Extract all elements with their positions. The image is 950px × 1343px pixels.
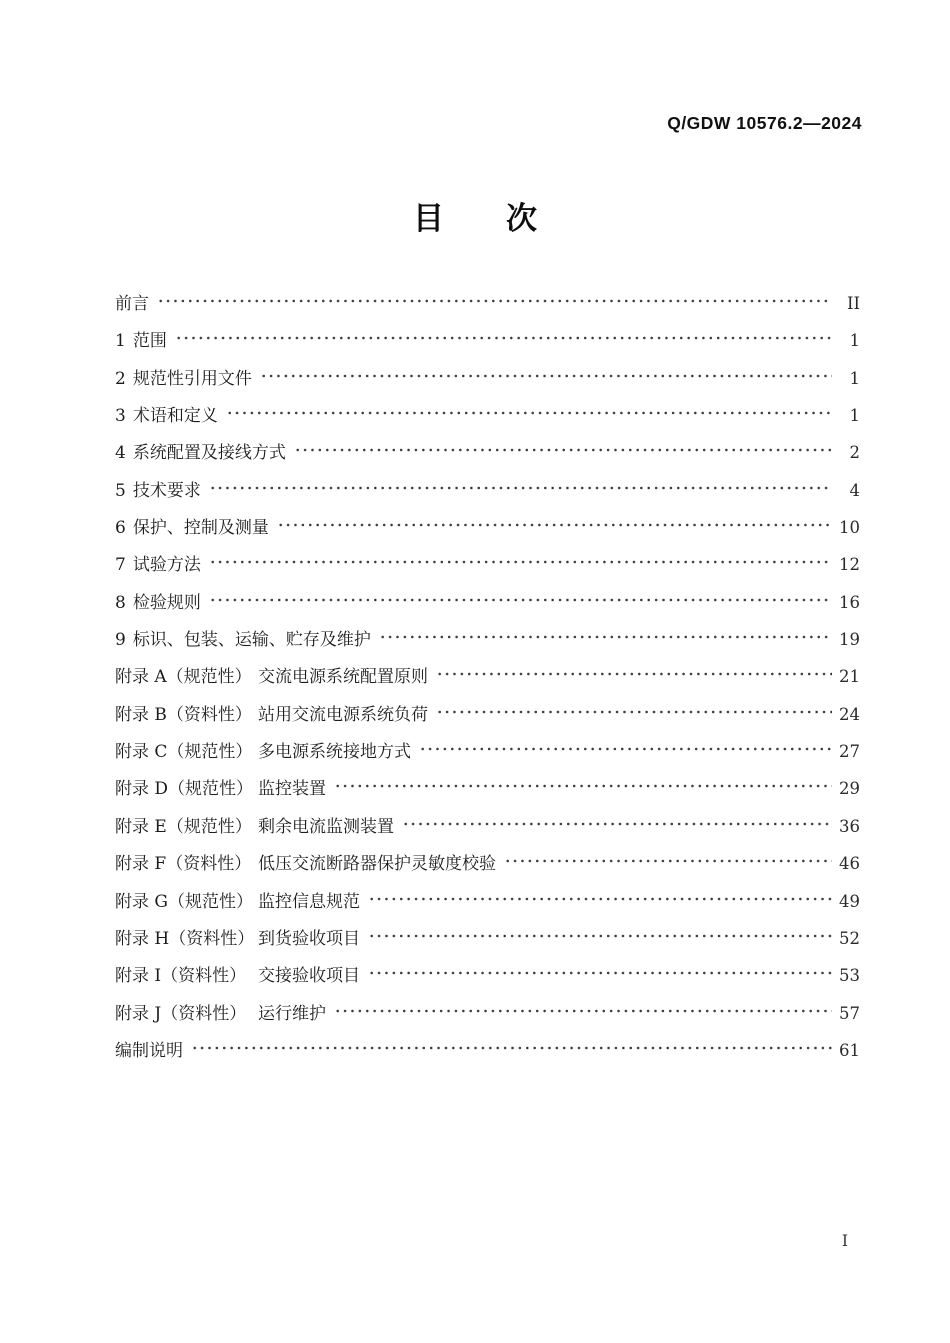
dot-leader xyxy=(157,297,832,309)
toc-entry-title: 运行维护 xyxy=(258,1003,326,1024)
dot-leader xyxy=(209,484,832,496)
table-of-contents xyxy=(115,289,860,1073)
toc-entry-title: 剩余电流监测装置 xyxy=(258,816,394,837)
toc-entry-page: 12 xyxy=(839,555,860,575)
toc-entry-page: 36 xyxy=(839,816,860,836)
toc-entry xyxy=(115,588,860,625)
toc-entry-prefix: 5 xyxy=(115,480,126,501)
toc-entry-title: 系统配置及接线方式 xyxy=(132,443,286,464)
toc-entry xyxy=(115,289,860,326)
toc-entry xyxy=(115,999,860,1036)
dot-leader xyxy=(368,895,832,907)
toc-entry-title: 前言 xyxy=(115,294,149,314)
toc-entry-page: 4 xyxy=(849,480,860,500)
dot-leader xyxy=(402,820,832,832)
toc-entry-page: 2 xyxy=(849,443,860,463)
dot-leader xyxy=(294,446,832,458)
toc-entry-page: 19 xyxy=(839,630,860,650)
standard-number: Q/GDW 10576.2—2024 xyxy=(667,113,862,133)
toc-entry xyxy=(115,326,860,363)
toc-entry xyxy=(115,364,860,401)
toc-entry-title: 站用交流电源系统负荷 xyxy=(258,704,428,725)
toc-entry-page: 49 xyxy=(839,891,860,911)
dot-leader xyxy=(504,857,832,869)
toc-entry xyxy=(115,849,860,886)
toc-entry-prefix: 7 xyxy=(115,555,126,576)
toc-entry-page: 1 xyxy=(849,331,860,351)
toc-entry-page: 29 xyxy=(839,779,860,799)
toc-entry-prefix: 附录 F（资料性） xyxy=(115,854,252,875)
toc-entry xyxy=(115,401,860,438)
dot-leader xyxy=(209,558,832,570)
toc-entry xyxy=(115,812,860,849)
toc-entry-title: 检验规则 xyxy=(132,592,201,613)
toc-entry-prefix: 1 xyxy=(115,331,126,352)
dot-leader xyxy=(175,334,832,346)
toc-entry-prefix: 8 xyxy=(115,592,126,613)
toc-entry-title: 多电源系统接地方式 xyxy=(258,742,411,763)
toc-entry-prefix: 2 xyxy=(115,368,126,389)
dot-leader xyxy=(334,1007,832,1019)
dot-leader xyxy=(277,521,832,533)
toc-entry-prefix: 4 xyxy=(115,443,126,464)
toc-entry xyxy=(115,924,860,961)
toc-entry xyxy=(115,774,860,811)
toc-entry-page: 53 xyxy=(839,966,860,986)
toc-entry xyxy=(115,1036,860,1073)
page-title: 目 次 xyxy=(413,201,537,236)
toc-entry xyxy=(115,550,860,587)
toc-entry-title: 到货验收项目 xyxy=(258,928,360,949)
toc-entry-title: 编制说明 xyxy=(115,1040,183,1061)
toc-entry-page: 1 xyxy=(849,406,860,426)
toc-entry-title: 监控装置 xyxy=(258,779,326,800)
toc-entry-title: 低压交流断路器保护灵敏度校验 xyxy=(258,854,496,875)
dot-leader xyxy=(368,969,832,981)
toc-entry-title: 术语和定义 xyxy=(132,406,218,427)
dot-leader xyxy=(209,596,832,608)
toc-entry-prefix: 附录 B（资料性） xyxy=(115,704,252,725)
toc-entry-page: 1 xyxy=(849,368,860,388)
toc-entry-page: 52 xyxy=(839,928,860,948)
toc-entry xyxy=(115,625,860,662)
toc-entry-title: 交接验收项目 xyxy=(258,966,360,987)
toc-entry-prefix: 附录 A（规范性） xyxy=(115,667,252,688)
toc-entry xyxy=(115,700,860,737)
page-number: I xyxy=(841,1232,848,1250)
toc-entry-page: 16 xyxy=(839,592,860,612)
toc-entry-prefix: 附录 J（资料性） xyxy=(115,1003,247,1024)
toc-entry-page: 10 xyxy=(839,518,860,538)
toc-entry-prefix: 附录 E（规范性） xyxy=(115,816,252,837)
dot-leader xyxy=(368,932,832,944)
dot-leader xyxy=(419,745,832,757)
toc-entry-page: 24 xyxy=(839,704,860,724)
toc-entry-title: 规范性引用文件 xyxy=(132,368,252,389)
toc-entry-title: 交流电源系统配置原则 xyxy=(258,667,428,688)
toc-entry-page: 46 xyxy=(839,854,860,874)
toc-entry-prefix: 附录 H（资料性） xyxy=(115,928,255,949)
dot-leader xyxy=(191,1044,832,1056)
toc-entry-prefix: 附录 G（规范性） xyxy=(115,891,253,912)
toc-entry-title: 保护、控制及测量 xyxy=(132,518,269,539)
dot-leader xyxy=(436,670,832,682)
toc-entry-prefix: 附录 D（规范性） xyxy=(115,779,254,800)
toc-entry xyxy=(115,961,860,998)
toc-entry-title: 试验方法 xyxy=(132,555,201,576)
toc-entry-page: 27 xyxy=(839,742,860,762)
toc-entry-title: 标识、包装、运输、贮存及维护 xyxy=(132,630,371,651)
dot-leader xyxy=(436,708,832,720)
toc-entry xyxy=(115,476,860,513)
toc-entry xyxy=(115,887,860,924)
toc-entry xyxy=(115,438,860,475)
toc-entry-prefix: 附录 I（资料性） xyxy=(115,966,247,987)
toc-entry-title: 技术要求 xyxy=(132,480,201,501)
toc-entry-page: 21 xyxy=(839,667,860,687)
toc-entry xyxy=(115,513,860,550)
dot-leader xyxy=(226,409,832,421)
toc-entry-title: 监控信息规范 xyxy=(258,891,360,912)
toc-entry-title: 范围 xyxy=(132,331,167,352)
toc-entry-prefix: 9 xyxy=(115,630,126,651)
toc-entry xyxy=(115,662,860,699)
toc-entry-page: 57 xyxy=(839,1003,860,1023)
dot-leader xyxy=(379,633,832,645)
toc-entry-page: 61 xyxy=(839,1040,860,1060)
dot-leader xyxy=(260,372,832,384)
toc-entry-page: II xyxy=(846,294,860,313)
toc-entry-prefix: 3 xyxy=(115,406,126,427)
toc-entry-prefix: 6 xyxy=(115,518,126,539)
toc-entry-prefix: 附录 C（规范性） xyxy=(115,742,253,763)
toc-entry xyxy=(115,737,860,774)
dot-leader xyxy=(334,782,832,794)
